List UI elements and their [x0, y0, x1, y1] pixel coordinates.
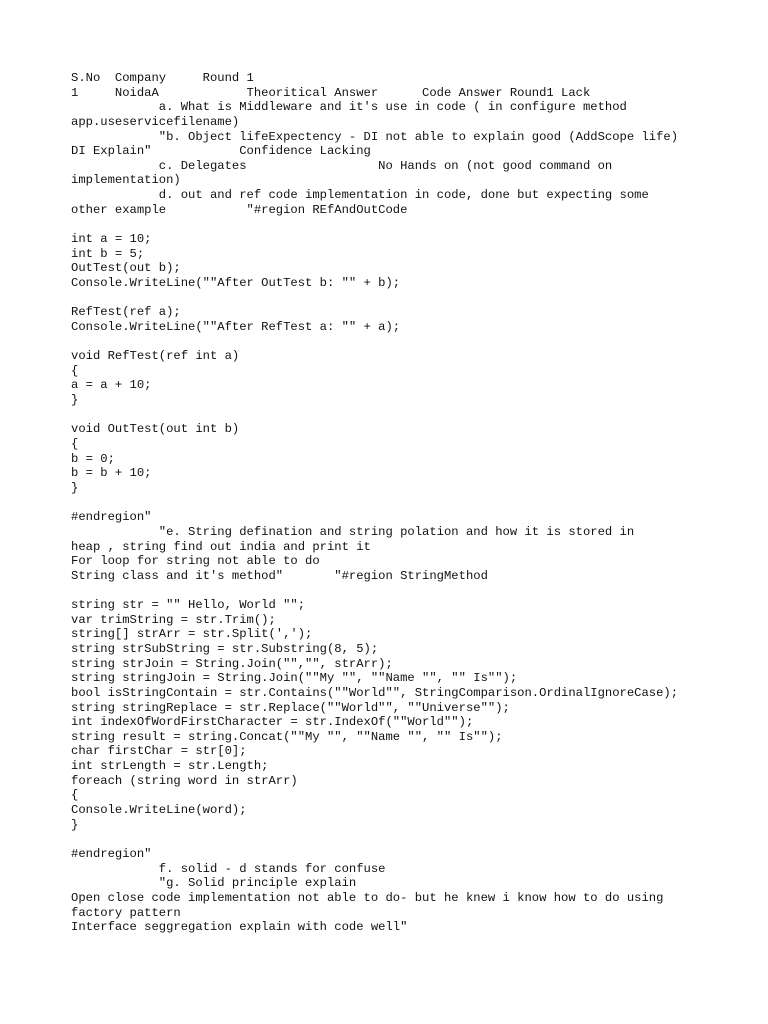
code-line: char firstChar = str[0];	[71, 744, 247, 759]
code-line: #endregion"	[71, 510, 152, 525]
code-line: {	[71, 437, 79, 452]
text-line: other example "#region REfAndOutCode	[71, 202, 408, 217]
code-line: string strSubString = str.Substring(8, 5);	[71, 641, 379, 656]
code-line: b = 0;	[71, 451, 115, 466]
code-line: foreach (string word in strArr)	[71, 773, 298, 788]
code-line: Console.WriteLine(""After OutTest b: "" + b);	[71, 275, 401, 290]
text-line: 1 NoidaA Theoritical Answer Code Answer Round1 Lack	[71, 85, 591, 100]
text-line: Open close code implementation not able to do- but he knew i know how to do using	[71, 890, 664, 905]
text-line: "e. String defination and string polation and how it is stored in	[71, 524, 635, 539]
code-line: a = a + 10;	[71, 378, 152, 393]
text-line: DI Explain" Confidence Lacking	[71, 144, 371, 159]
code-line: string strJoin = String.Join("","", strArr);	[71, 656, 393, 671]
text-line: String class and it's method" "#region StringMethod	[71, 568, 488, 583]
code-line: }	[71, 817, 79, 832]
text-line: Interface seggregation explain with code well"	[71, 920, 408, 935]
blank-line	[71, 291, 761, 306]
blank-line	[71, 408, 761, 423]
code-line: string stringReplace = str.Replace(""World"", ""Universe"");	[71, 700, 510, 715]
blank-line	[71, 496, 761, 511]
code-line: int indexOfWordFirstCharacter = str.IndexOf(""World"");	[71, 715, 474, 730]
text-line: For loop for string not able to do	[71, 554, 320, 569]
blank-line	[71, 217, 761, 232]
code-line: string[] strArr = str.Split(',');	[71, 627, 313, 642]
code-line: int strLength = str.Length;	[71, 759, 269, 774]
text-line: d. out and ref code implementation in code, done but expecting some	[71, 188, 649, 203]
text-line: app.useservicefilename)	[71, 114, 240, 129]
code-line: string str = "" Hello, World "";	[71, 598, 306, 613]
text-line: "g. Solid principle explain	[71, 876, 357, 891]
code-line: void RefTest(ref int a)	[71, 349, 240, 364]
text-line: a. What is Middleware and it's use in code ( in configure method	[71, 100, 627, 115]
code-line: }	[71, 480, 79, 495]
text-line: c. Delegates No Hands on (not good command on	[71, 158, 613, 173]
text-line: heap , string find out india and print it	[71, 539, 371, 554]
blank-line	[71, 832, 761, 847]
code-line: void OutTest(out int b)	[71, 422, 240, 437]
code-line: var trimString = str.Trim();	[71, 612, 276, 627]
code-line: bool isStringContain = str.Contains(""World"", StringComparison.OrdinalIgnoreCase);	[71, 685, 679, 700]
code-line: b = b + 10;	[71, 466, 152, 481]
text-line: implementation)	[71, 173, 181, 188]
code-line: {	[71, 363, 79, 378]
document-body	[71, 71, 761, 935]
code-line: string stringJoin = String.Join(""My "", ""Name "", "" Is"");	[71, 671, 518, 686]
blank-line	[71, 583, 761, 598]
text-line: f. solid - d stands for confuse	[71, 861, 386, 876]
text-line: "b. Object lifeExpectency - DI not able to explain good (AddScope life)	[71, 129, 679, 144]
code-line: OutTest(out b);	[71, 261, 181, 276]
code-line: RefTest(ref a);	[71, 305, 181, 320]
code-line: int a = 10;	[71, 232, 152, 247]
blank-line	[71, 335, 761, 350]
code-line: int b = 5;	[71, 246, 145, 261]
code-line: Console.WriteLine(word);	[71, 803, 247, 818]
code-line: Console.WriteLine(""After RefTest a: "" + a);	[71, 319, 401, 334]
code-line: }	[71, 393, 79, 408]
text-line: S.No Company Round 1	[71, 71, 254, 85]
code-line: string result = string.Concat(""My "", ""Name "", "" Is"");	[71, 729, 503, 744]
code-line: #endregion"	[71, 846, 152, 861]
text-line: factory pattern	[71, 905, 181, 920]
code-line: {	[71, 788, 79, 803]
